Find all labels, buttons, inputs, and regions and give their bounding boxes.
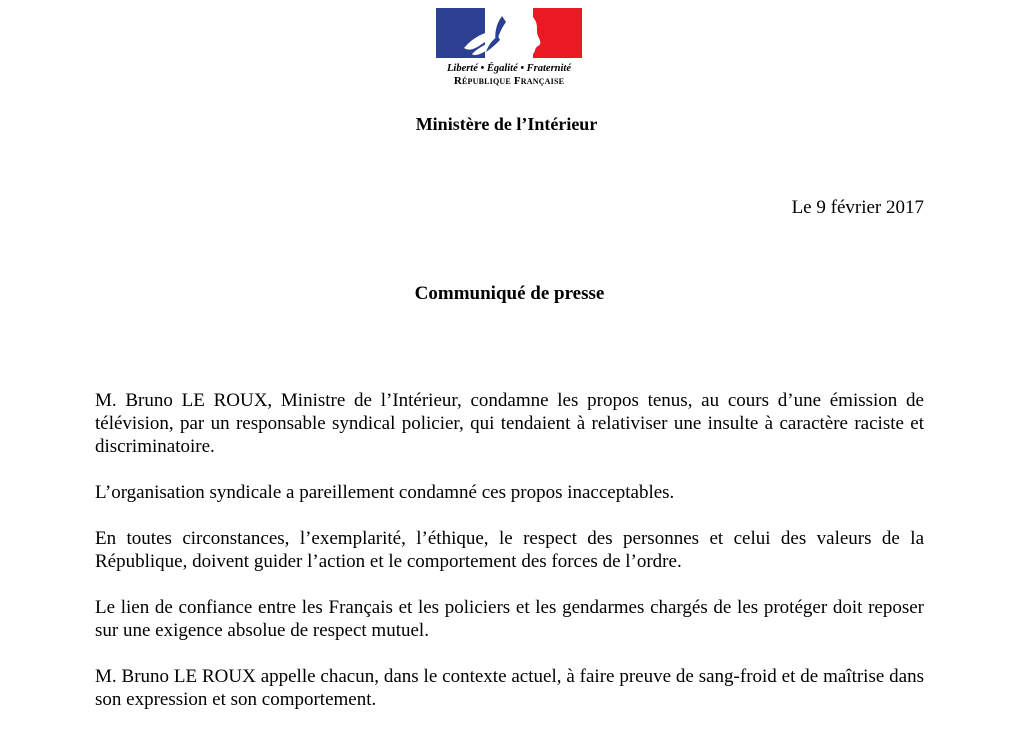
republic-name: République Française — [453, 75, 565, 87]
paragraph: M. Bruno LE ROUX, Ministre de l’Intérieur, condamne les propos tenus, au cours d’une émission de télévision, par un responsable syndical policier, qui tendaient à relativiser une insulte à caractère raciste et discriminatoire. — [95, 390, 924, 457]
marianne-profile-icon — [436, 8, 582, 58]
tricolor-flag — [436, 8, 582, 58]
document-title: Communiqué de presse — [414, 283, 605, 304]
paragraph: M. Bruno LE ROUX appelle chacun, dans le contexte actuel, à faire preuve de sang-froid et de maîtrise dans son expression et son comportement. — [95, 666, 924, 710]
paragraph: L’organisation syndicale a pareillement condamné ces propos inacceptables. — [95, 482, 675, 503]
marianne-logo — [434, 8, 584, 87]
press-release-body — [95, 389, 924, 734]
paragraph: En toutes circonstances, l’exemplarité, l’éthique, le respect des personnes et celui des valeurs de la République, doivent guider l’action et le comportement des forces de l’ordre. — [95, 528, 924, 572]
paragraph: Le lien de confiance entre les Français et les policiers et les gendarmes chargés de les protéger doit reposer sur une exigence absolue de respect mutuel. — [95, 597, 924, 641]
republic-motto: Liberté • Égalité • Fraternité — [446, 63, 571, 74]
ministry-name: Ministère de l’Intérieur — [415, 114, 598, 134]
document-date: Le 9 février 2017 — [791, 197, 924, 218]
